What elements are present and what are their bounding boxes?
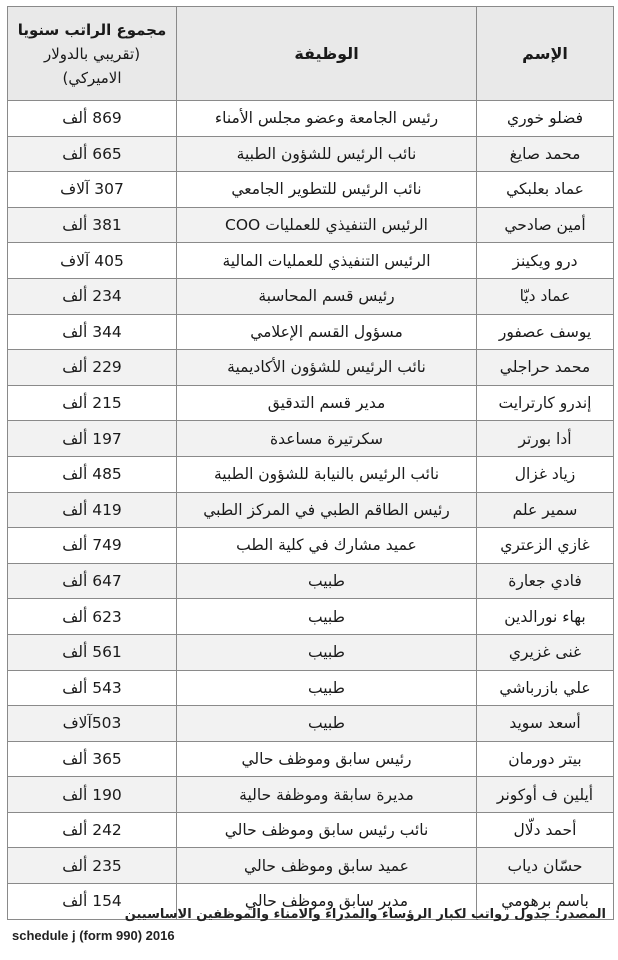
salary-cell: 485 ألف: [8, 456, 177, 492]
table-header: [8, 7, 614, 101]
job-cell: نائب الرئيس للشؤون الطبية: [177, 136, 477, 172]
table-row: [8, 634, 614, 670]
job-cell: طبيب: [177, 599, 477, 635]
job-cell: عميد مشارك في كلية الطب: [177, 528, 477, 564]
salary-cell: 419 ألف: [8, 492, 177, 528]
salary-cell: 623 ألف: [8, 599, 177, 635]
salary-cell: 197 ألف: [8, 421, 177, 457]
header-row: [8, 7, 614, 101]
header-salary-title: مجموع الراتب سنويا: [17, 20, 167, 39]
salary-cell: 381 ألف: [8, 207, 177, 243]
name-cell: عماد بعلبكي: [477, 172, 614, 208]
name-cell: سمير علم: [477, 492, 614, 528]
header-salary-note-1: (تقريبي بالدولار: [43, 44, 141, 63]
header-salary-note-2: الاميركي): [62, 68, 122, 87]
salary-cell: 665 ألف: [8, 136, 177, 172]
name-cell: فادي جعارة: [477, 563, 614, 599]
table-row: [8, 706, 614, 742]
table-row: [8, 136, 614, 172]
job-cell: رئيس الجامعة وعضو مجلس الأمناء: [177, 101, 477, 137]
job-cell: الرئيس التنفيذي للعمليات COO: [177, 207, 477, 243]
table-row: [8, 350, 614, 386]
job-cell: رئيس الطاقم الطبي في المركز الطبي: [177, 492, 477, 528]
job-cell: مديرة سابقة وموظفة حالية: [177, 777, 477, 813]
name-cell: عماد ديّا: [477, 278, 614, 314]
table-row: [8, 492, 614, 528]
salary-cell: 229 ألف: [8, 350, 177, 386]
salary-cell: 503آلاف: [8, 706, 177, 742]
salary-cell: 307 آلاف: [8, 172, 177, 208]
name-cell: أسعد سويد: [477, 706, 614, 742]
salary-cell: 234 ألف: [8, 278, 177, 314]
job-cell: نائب الرئيس للشؤون الأكاديمية: [177, 350, 477, 386]
table-row: [8, 385, 614, 421]
name-cell: درو ويكينز: [477, 243, 614, 279]
salary-cell: 365 ألف: [8, 741, 177, 777]
name-cell: فضلو خوري: [477, 101, 614, 137]
table-row: [8, 456, 614, 492]
job-cell: عميد سابق وموظف حالي: [177, 848, 477, 884]
salary-cell: 235 ألف: [8, 848, 177, 884]
name-cell: غنى غزيري: [477, 634, 614, 670]
salary-cell: 869 ألف: [8, 101, 177, 137]
name-cell: بيتر دورمان: [477, 741, 614, 777]
name-cell: غازي الزعتري: [477, 528, 614, 564]
table-row: [8, 812, 614, 848]
table-row: [8, 563, 614, 599]
salary-cell: 344 ألف: [8, 314, 177, 350]
job-cell: مسؤول القسم الإعلامي: [177, 314, 477, 350]
table-row: [8, 777, 614, 813]
source-english: schedule j (form 990) 2016: [12, 928, 175, 943]
table-row: [8, 207, 614, 243]
header-name: الإسم: [477, 7, 614, 101]
name-cell: محمد حراجلي: [477, 350, 614, 386]
table-row: [8, 243, 614, 279]
salary-cell: 561 ألف: [8, 634, 177, 670]
name-cell: بهاء نورالدين: [477, 599, 614, 635]
source-arabic: المصدر: جدول رواتب لكبار الرؤساء والمدراء والامناء والموظفين الاساسيين: [124, 907, 606, 922]
table-row: [8, 172, 614, 208]
salary-cell: 215 ألف: [8, 385, 177, 421]
job-cell: طبيب: [177, 670, 477, 706]
table-row: [8, 528, 614, 564]
table-row: [8, 848, 614, 884]
table-row: [8, 741, 614, 777]
name-cell: أيلين ف أوكونر: [477, 777, 614, 813]
job-cell: رئيس قسم المحاسبة: [177, 278, 477, 314]
table-row: [8, 599, 614, 635]
job-cell: طبيب: [177, 563, 477, 599]
table-body: [8, 101, 614, 920]
job-cell: طبيب: [177, 706, 477, 742]
table-row: [8, 421, 614, 457]
job-cell: سكرتيرة مساعدة: [177, 421, 477, 457]
salary-cell: 405 آلاف: [8, 243, 177, 279]
name-cell: أمين صادحي: [477, 207, 614, 243]
name-cell: زياد غزال: [477, 456, 614, 492]
table-row: [8, 101, 614, 137]
job-cell: نائب رئيس سابق وموظف حالي: [177, 812, 477, 848]
job-cell: نائب الرئيس بالنيابة للشؤون الطبية: [177, 456, 477, 492]
source-note: [0, 904, 618, 946]
job-cell: مدير سابق وموظف حالي: [177, 884, 477, 920]
name-cell: يوسف عصفور: [477, 314, 614, 350]
job-cell: مدير قسم التدقيق: [177, 385, 477, 421]
job-cell: نائب الرئيس للتطوير الجامعي: [177, 172, 477, 208]
table-row: [8, 278, 614, 314]
salaries-table: [7, 6, 614, 920]
name-cell: باسم برهومي: [477, 884, 614, 920]
header-salary: [8, 7, 177, 101]
salary-cell: 190 ألف: [8, 777, 177, 813]
salary-cell: 154 ألف: [8, 884, 177, 920]
job-cell: رئيس سابق وموظف حالي: [177, 741, 477, 777]
salary-cell: 647 ألف: [8, 563, 177, 599]
salary-cell: 543 ألف: [8, 670, 177, 706]
header-job: الوظيفة: [177, 7, 477, 101]
job-cell: الرئيس التنفيذي للعمليات المالية: [177, 243, 477, 279]
salary-cell: 749 ألف: [8, 528, 177, 564]
salary-cell: 242 ألف: [8, 812, 177, 848]
name-cell: علي بازرباشي: [477, 670, 614, 706]
name-cell: أحمد دلّال: [477, 812, 614, 848]
table-row: [8, 314, 614, 350]
name-cell: إندرو كارترايت: [477, 385, 614, 421]
table-row: [8, 670, 614, 706]
name-cell: حسّان دياب: [477, 848, 614, 884]
name-cell: أدا بورتر: [477, 421, 614, 457]
name-cell: محمد صايغ: [477, 136, 614, 172]
job-cell: طبيب: [177, 634, 477, 670]
